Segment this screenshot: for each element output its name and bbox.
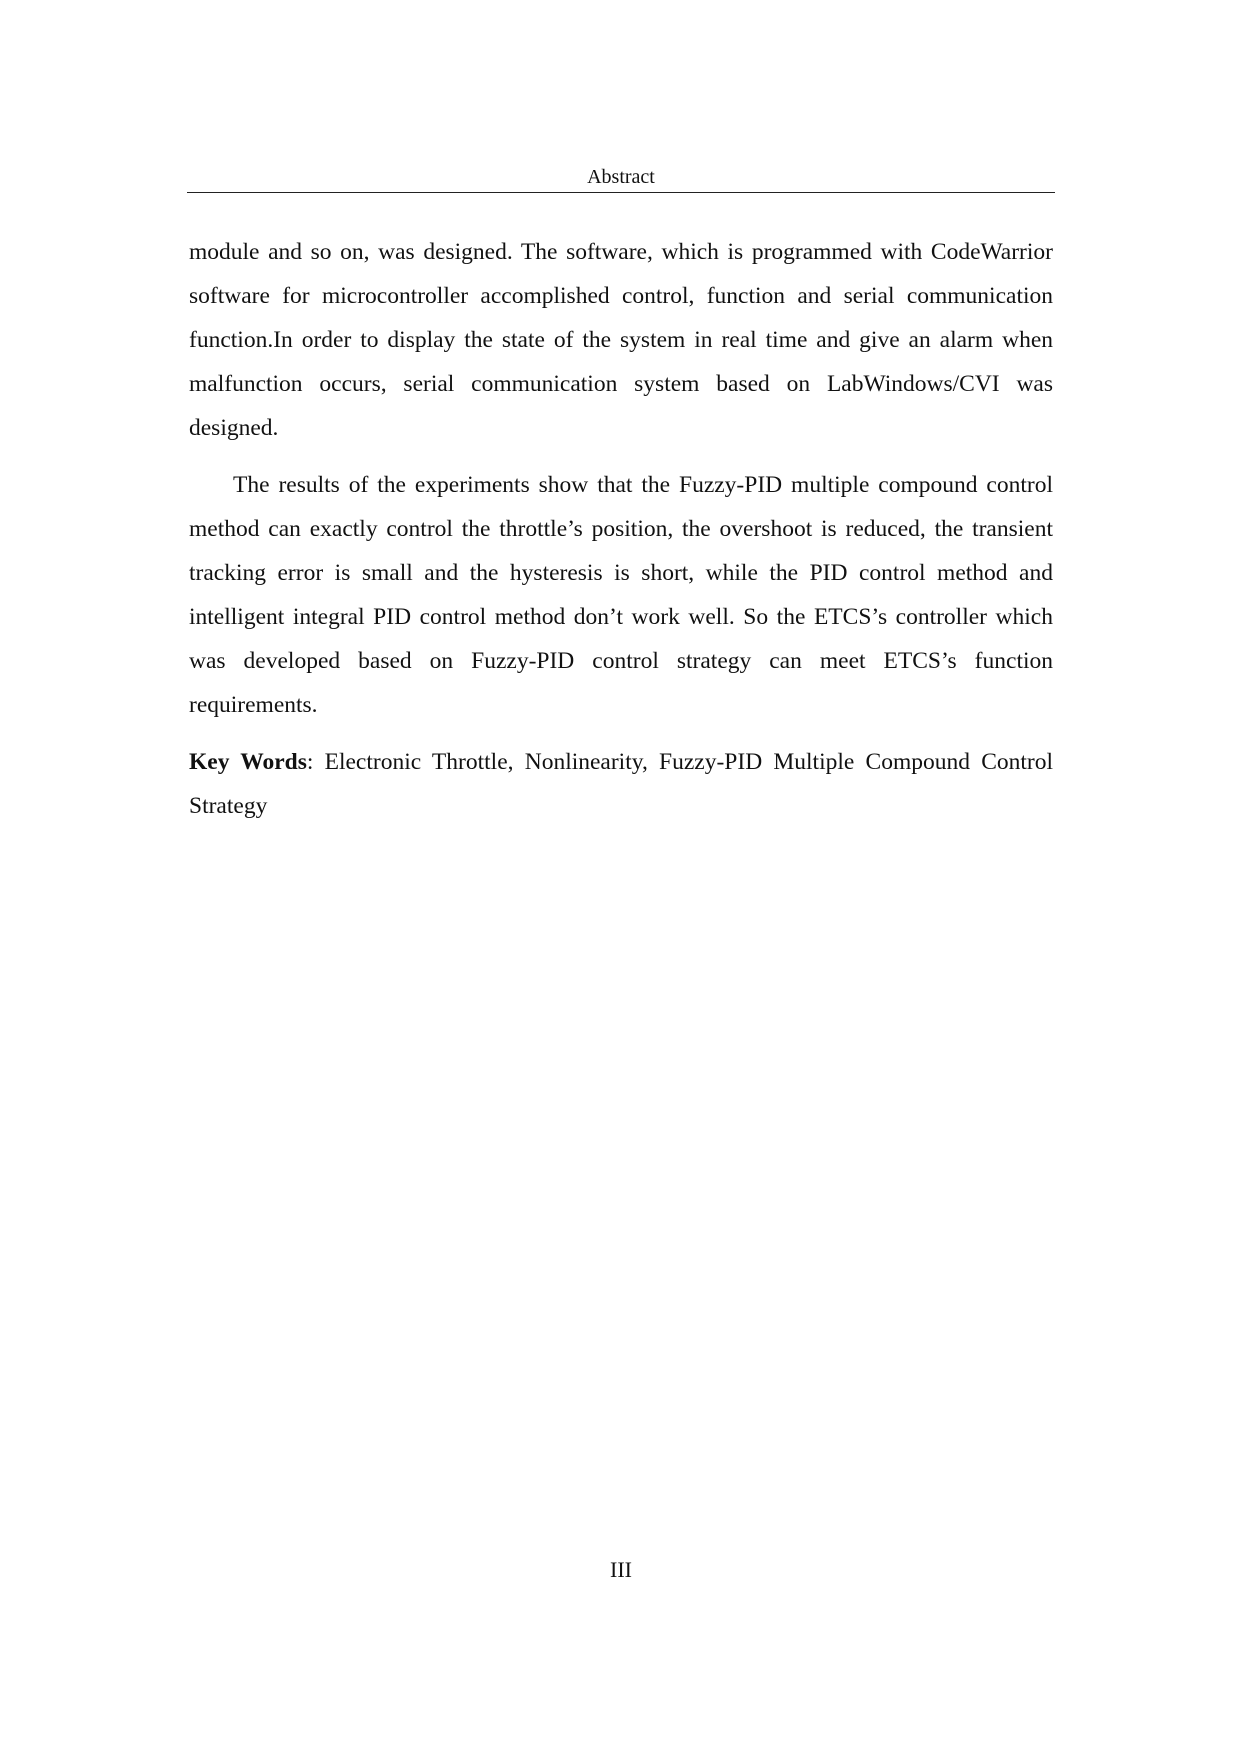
- abstract-body: [189, 230, 1053, 828]
- running-header: Abstract: [587, 166, 655, 188]
- page-number: III: [610, 1557, 632, 1582]
- keywords-paragraph: [189, 740, 1053, 828]
- abstract-paragraph-1: module and so on, was designed. The software, which is programmed with CodeWarrior software for microcontroller accomplished control, function and serial communication function.In order to display the state of the system in real time and give an alarm when malfunction occurs, serial communication system based on LabWindows/CVI was designed.: [189, 239, 1053, 441]
- abstract-paragraph-2: The results of the experiments show that the Fuzzy-PID multiple compound control method can exactly control the throttle’s position, the overshoot is reduced, the transient tracking error is small and the hysteresis is short, while the PID control method and intelligent integral PID control method don’t work well. So the ETCS’s controller which was developed based on Fuzzy-PID control strategy can meet ETCS’s function requirements.: [189, 472, 1053, 718]
- keywords-label: Key Words: [189, 749, 307, 775]
- header-rule: [187, 192, 1055, 193]
- keywords-separator: :: [306, 749, 325, 775]
- keywords-text: Electronic Throttle, Nonlinearity, Fuzzy-PID Multiple Compound Control Strategy: [189, 749, 1054, 819]
